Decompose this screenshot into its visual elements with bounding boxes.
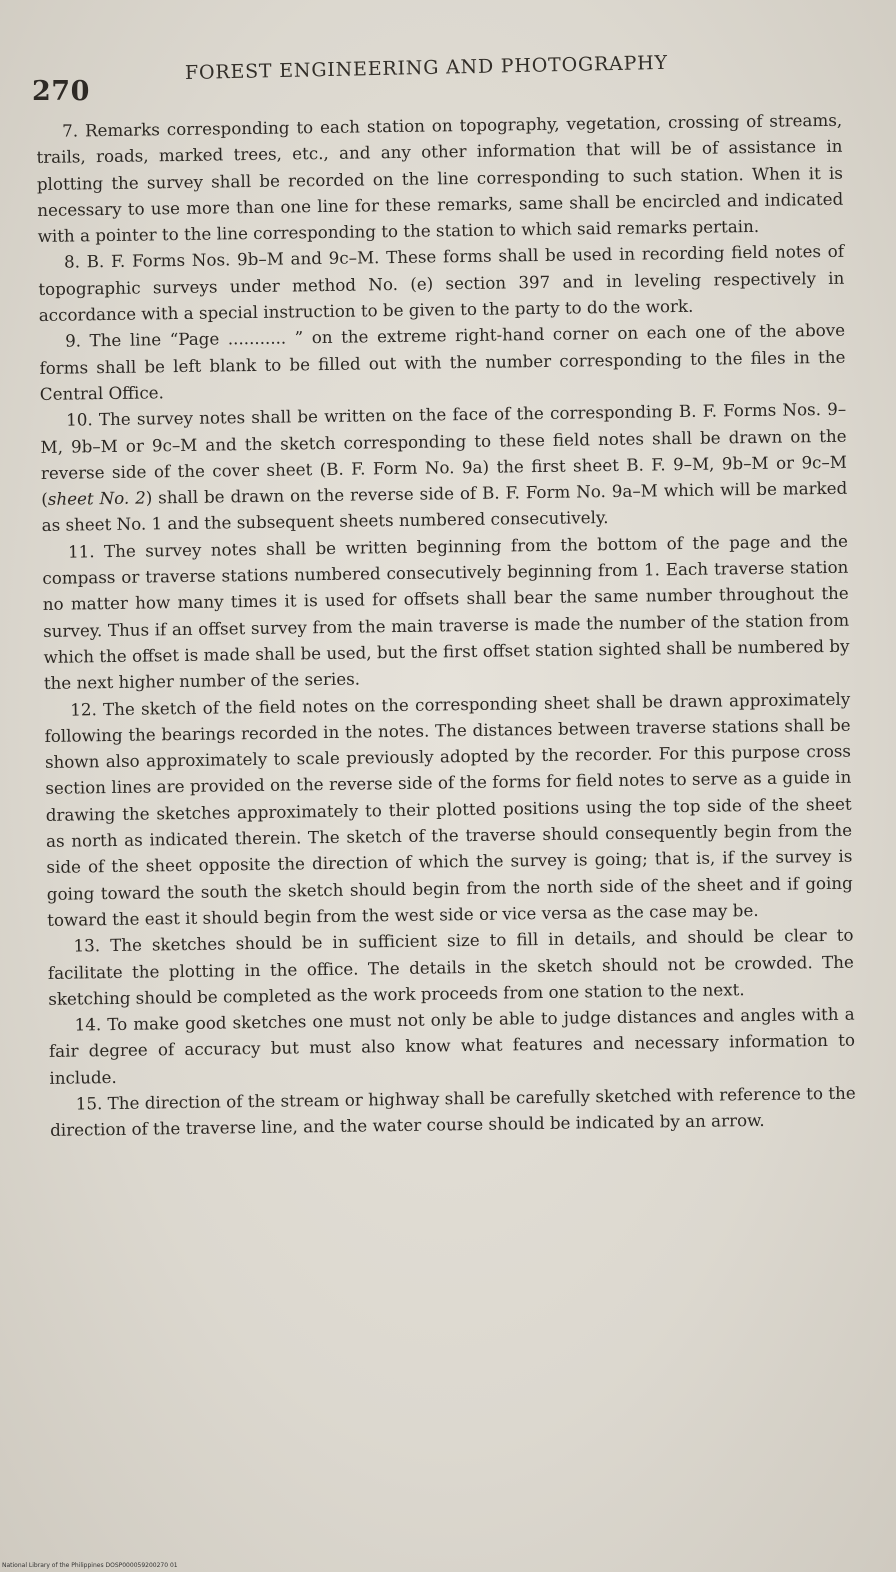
body-text [36, 107, 856, 1144]
page-number: 270 [32, 76, 90, 107]
paragraph-10-text-after: ) shall be drawn on the reverse side of B. F. Form No. 9a–M which will be marked as sheet No. 1 and the subsequent sheets numbered consecutively. [41, 477, 848, 536]
running-title: FOREST ENGINEERING AND PHOTOGRAPHY [184, 51, 669, 84]
paragraph-9: 9. The line “Page ........... ” on the extreme right-hand corner on each one of the above forms shall be left blank to be filled out with the number corresponding to the files in the Central Office. [39, 320, 846, 404]
paragraph-14: 14. To make good sketches one must not only be able to judge distances and angles with a fair degree of accuracy but must also know what features and necessary information to include. [48, 1003, 856, 1088]
paragraph-12: 12. The sketch of the field notes on the corresponding sheet shall be drawn approximately following the bearings recorded in the notes. The distances between traverse stations shall be shown also approximately to scale previously adopted by the recorder. For this purpose cross section lines are provided on the reverse side of the forms for field notes to serve as a guide in drawing the sketches approximately to their plotted positions using the top side of the sheet as north as indicated therein. The sketch of the traverse should consequently begin from the side of the sheet opposite the direction of which the survey is going; that is, if the survey is going toward the south the sketch should begin from the north side of the sheet and if going toward the east it should begin from the west side or vice versa as the case may be. [44, 688, 853, 930]
paragraph-10 [40, 396, 848, 539]
scan-credit: National Library of the Philippines DOSP000059200270 01 [2, 1562, 178, 1569]
paragraph-7: 7. Remarks corresponding to each station on topography, vegetation, crossing of streams, trails, roads, marked trees, etc., and any other information that will be of assistance in plotting the survey shall be recorded on the line corresponding to such station. When it is necessary to use more than one line for these remarks, same shall be encircled and indicated with a pointer to the line corresponding to the station to which said remarks pertain. [36, 109, 844, 247]
paragraph-10-emphasis: sheet No. 2 [47, 487, 146, 510]
paragraph-15: 15. The direction of the stream or highway shall be carefully sketched with reference to the direction of the traverse line, and the water course should be indicated by an arrow. [49, 1082, 856, 1141]
paragraph-13: 13. The sketches should be in sufficient size to fill in details, and should be clear to facilitate the plotting in the office. The details in the sketch should not be crowded. The sketching should be completed as the work proceeds from one station to the next. [47, 924, 854, 1009]
paragraph-8: 8. B. F. Forms Nos. 9b–M and 9c–M. These forms shall be used in recording field notes of topographic surveys under method No. (e) section 397 and in leveling respectively in accordance with a special instruction to be given to the party to do the work. [38, 241, 845, 326]
paragraph-10-text-before: 10. The survey notes shall be written on the face of the corresponding B. F. Forms Nos. 9–M, 9b–M or 9c–M and the sketch corresponding to these field notes shall be drawn on the reverse side of the cover sheet (B. F. Form No. 9a) the first sheet B. F. 9–M, 9b–M or 9c–M ( [40, 398, 848, 510]
paragraph-11: 11. The survey notes shall be written beginning from the bottom of the page and the compass or traverse stations numbered consecutively beginning from 1. Each traverse station no matter how many times it is used for offsets shall bear the same number throughout the survey. Thus if an offset survey from the main traverse is made the number of the station from which the offset is made shall be used, but the first offset station sighted shall be numbered by the next higher number of the series. [42, 530, 850, 694]
